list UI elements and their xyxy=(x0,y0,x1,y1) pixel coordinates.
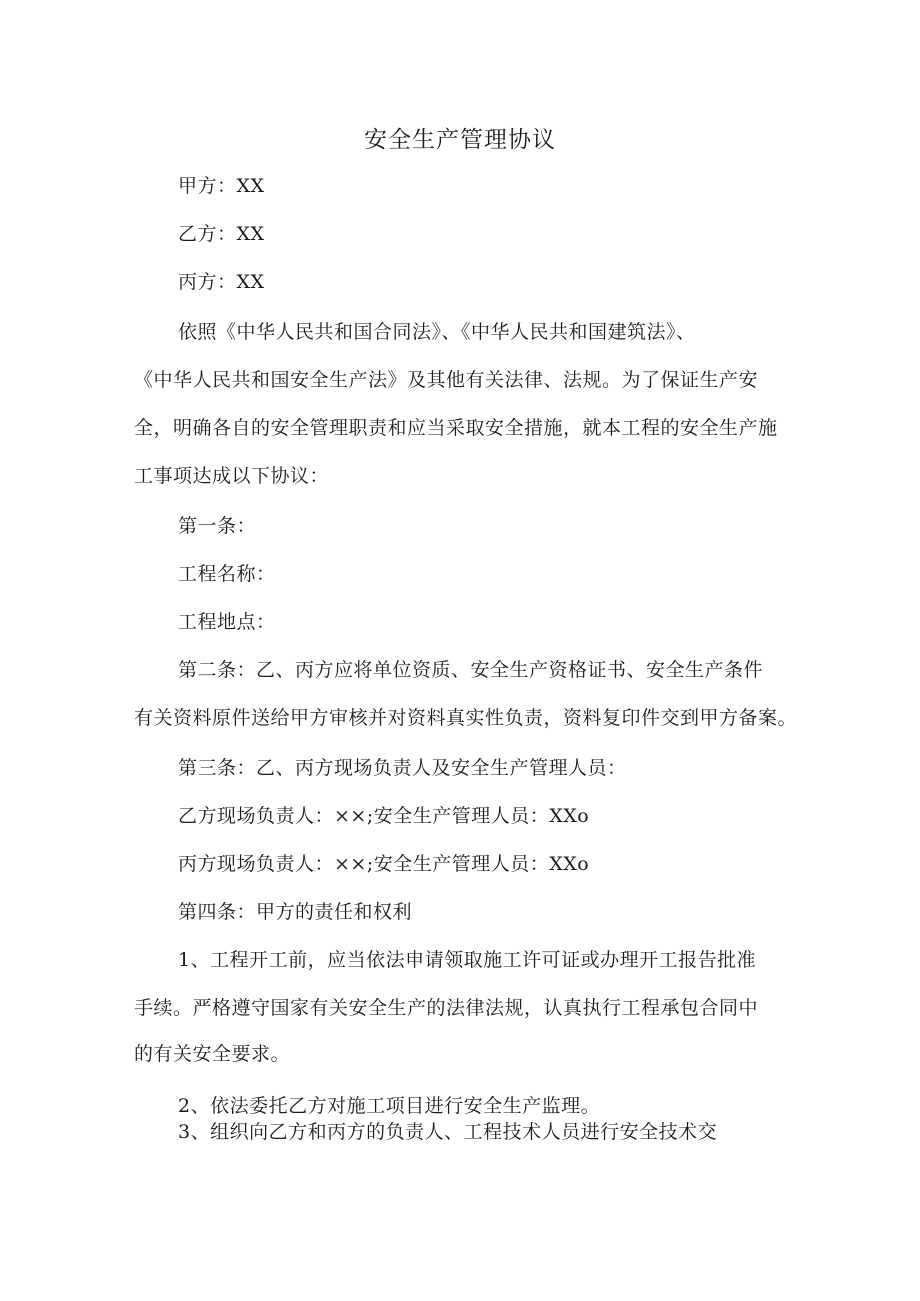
intro-line-3: 全，明确各自的安全管理职责和应当采取安全措施，就本工程的安全生产施 xyxy=(134,417,778,439)
article-4-heading: 第四条：甲方的责任和权利 xyxy=(178,901,413,923)
intro-line-1: 依照《中华人民共和国合同法》、《中华人民共和国建筑法》、 xyxy=(178,321,696,343)
party-c-staff: 丙方现场负责人：××;安全生产管理人员：XXo xyxy=(178,853,590,875)
article-3-heading: 第三条：乙、丙方现场负责人及安全生产管理人员： xyxy=(178,757,627,779)
article-1-heading: 第一条： xyxy=(178,515,257,537)
party-b: 乙方：XX xyxy=(178,223,265,245)
party-a: 甲方：XX xyxy=(178,175,265,197)
document-title: 安全生产管理协议 xyxy=(364,127,556,153)
intro-line-2: 《中华人民共和国安全生产法》及其他有关法律、法规。为了保证生产安 xyxy=(134,369,759,391)
party-c: 丙方：XX xyxy=(178,271,265,293)
intro-line-4: 工事项达成以下协议： xyxy=(134,465,330,487)
item-1-line-1: 1、工程开工前，应当依法申请领取施工许可证或办理开工报告批准 xyxy=(178,949,757,971)
item-3-line-1: 3、组织向乙方和丙方的负责人、工程技术人员进行安全技术交 xyxy=(178,1121,718,1143)
project-name-label: 工程名称： xyxy=(178,563,276,585)
party-b-staff: 乙方现场负责人：××;安全生产管理人员：XXo xyxy=(178,805,590,827)
article-2-line-2: 有关资料原件送给甲方审核并对资料真实性负责，资料复印件交到甲方备案。 xyxy=(134,707,798,729)
item-2: 2、依法委托乙方对施工项目进行安全生产监理。 xyxy=(178,1095,601,1117)
item-1-line-2: 手续。严格遵守国家有关安全生产的法律法规，认真执行工程承包合同中 xyxy=(134,997,759,1019)
item-1-line-3: 的有关安全要求。 xyxy=(134,1043,291,1065)
project-location-label: 工程地点： xyxy=(178,611,276,633)
article-2-line-1: 第二条：乙、丙方应将单位资质、安全生产资格证书、安全生产条件 xyxy=(178,659,764,681)
